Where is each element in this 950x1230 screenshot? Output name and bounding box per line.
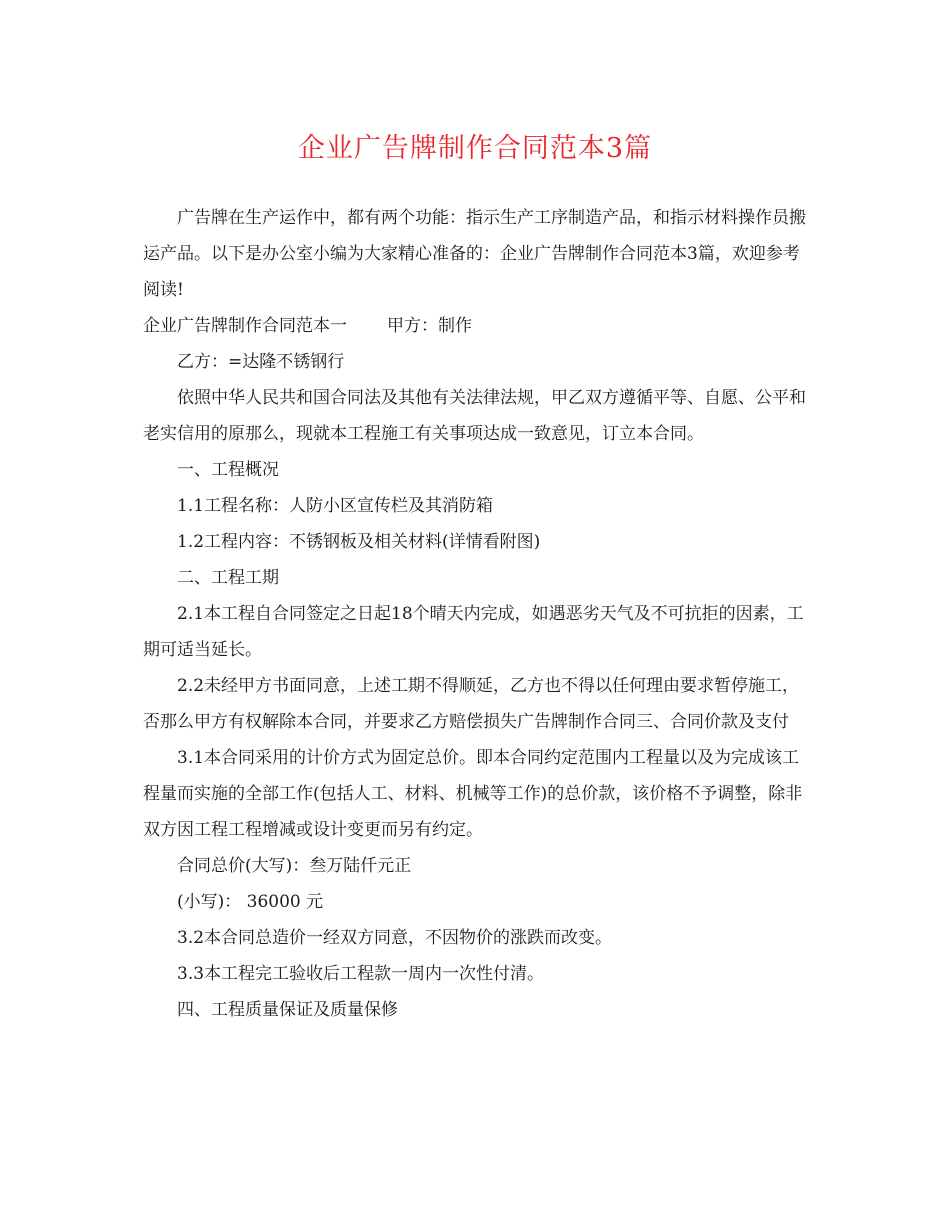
document-body [143,200,808,1028]
intro-paragraph: 广告牌在生产运作中，都有两个功能：指示生产工序制造产品，和指示材料操作员搬运产品。以下是办公室小编为大家精心准备的：企业广告牌制作合同范本3篇，欢迎参考阅读! [143,208,806,300]
spacer [347,308,387,344]
clause-1-1: 1.1工程名称：人防小区宣传栏及其消防箱 [177,496,494,516]
total-price-lower: (小写)： 36000 元 [177,892,324,912]
total-price-upper: 合同总价(大写)：叁万陆仟元正 [177,856,412,876]
party-a: 甲方：制作 [387,316,472,336]
clause-3-1: 3.1本合同采用的计价方式为固定总价。即本合同约定范围内工程量以及为完成该工程量而实施的全部工作(包括人工、材料、机械等工作)的总价款，该价格不予调整，除非双方因工程工程增减或设计变更而另有约定。 [143,748,803,840]
clause-2-2: 2.2未经甲方书面同意，上述工期不得顺延，乙方也不得以任何理由要求暂停施工，否那么甲方有权解除本合同，并要求乙方赔偿损失广告牌制作合同三、合同价款及支付 [143,676,800,732]
party-b: 乙方：=达隆不锈钢行 [177,352,345,372]
clause-3-3: 3.3本工程完工验收后工程款一周内一次性付清。 [177,964,545,984]
contract-header-line [143,308,808,344]
preamble-paragraph: 依照中华人民共和国合同法及其他有关法律法规，甲乙双方遵循平等、自愿、公平和老实信用的原那么，现就本工程施工有关事项达成一致意见，订立本合同。 [143,388,806,444]
clause-1-2: 1.2工程内容：不锈钢板及相关材料(详情看附图) [177,532,541,552]
clause-3-2: 3.2本合同总造价一经双方同意，不因物价的涨跌而改变。 [177,928,613,948]
contract-heading: 企业广告牌制作合同范本一 [143,316,347,336]
section-4-heading: 四、工程质量保证及质量保修 [177,1000,398,1020]
clause-2-1: 2.1本工程自合同签定之日起18个晴天内完成，如遇恶劣天气及不可抗拒的因素，工期可适当延长。 [143,604,804,660]
document-title: 企业广告牌制作合同范本3篇 [297,133,653,164]
section-1-heading: 一、工程概况 [177,460,279,480]
section-2-heading: 二、工程工期 [177,568,279,588]
